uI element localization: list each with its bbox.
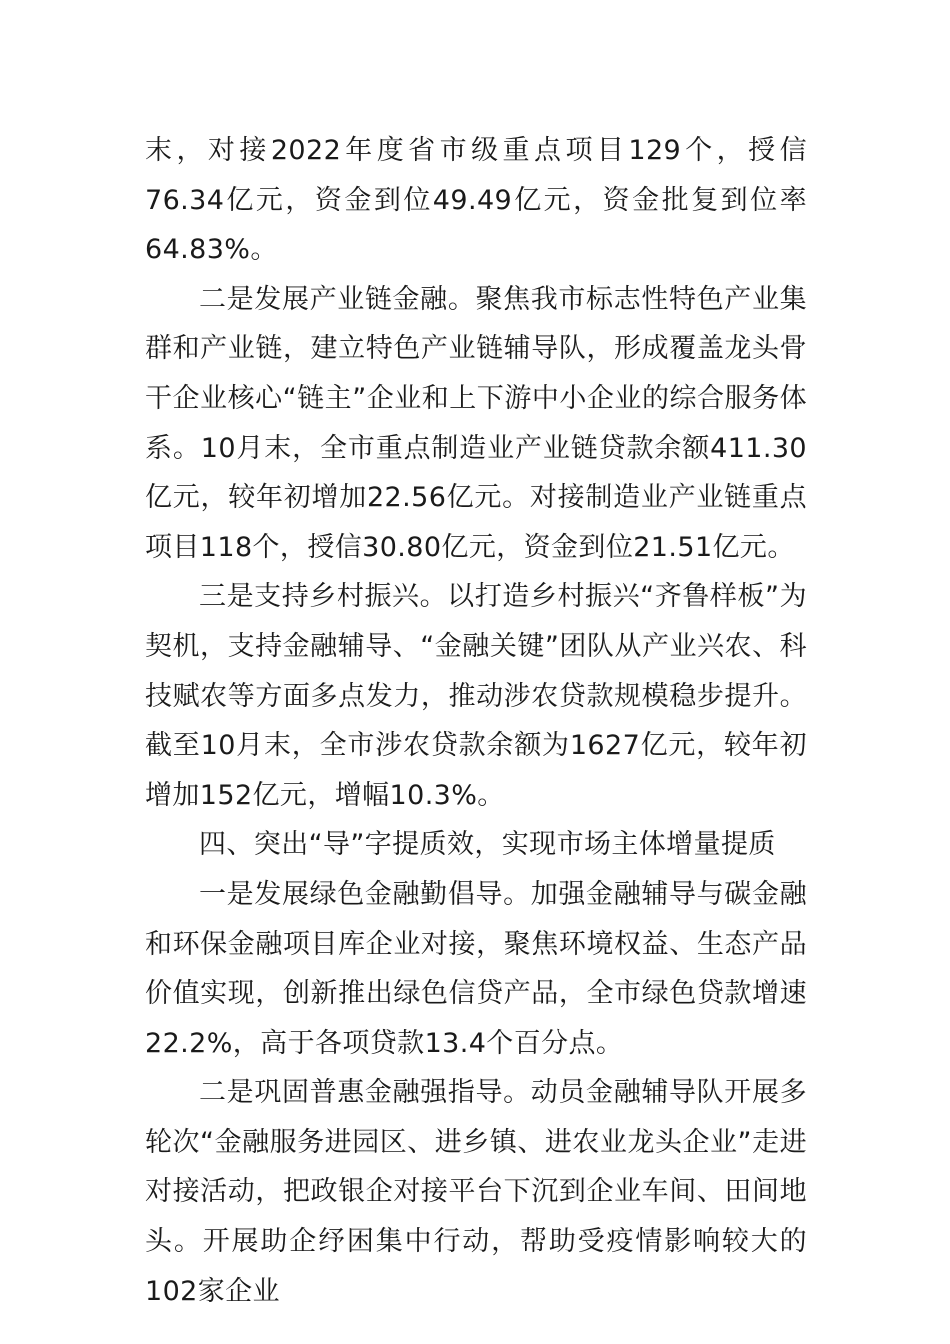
document-body <box>145 126 807 1316</box>
paragraph-industry-chain-finance: 二是发展产业链金融。聚焦我市标志性特色产业集群和产业链，建立特色产业链辅导队，形成覆盖龙头骨干企业核心“链主”企业和上下游中小企业的综合服务体系。10月末，全市重点制造业产业链贷款余额411.30亿元，较年初增加22.56亿元。对接制造业产业链重点项目118个，授信30.80亿元，资金到位21.51亿元。 <box>145 283 807 563</box>
paragraph-green-finance: 一是发展绿色金融勤倡导。加强金融辅导与碳金融和环保金融项目库企业对接，聚焦环境权益、生态产品价值实现，创新推出绿色信贷产品，全市绿色贷款增速22.2%，高于各项贷款13.4个百分点。 <box>145 878 807 1059</box>
paragraph-inclusive-finance: 二是巩固普惠金融强指导。动员金融辅导队开展多轮次“金融服务进园区、进乡镇、进农业龙头企业”走进对接活动，把政银企对接平台下沉到企业车间、田间地头。开展助企纾困集中行动，帮助受疫情影响较大的102家企业 <box>145 1077 807 1307</box>
section-heading-four: 四、突出“导”字提质效，实现市场主体增量提质 <box>199 829 776 861</box>
paragraph-rural-revitalization: 三是支持乡村振兴。以打造乡村振兴“齐鲁样板”为契机，支持金融辅导、“金融关键”团队从产业兴农、科技赋农等方面多点发力，推动涉农贷款规模稳步提升。截至10月末，全市涉农贷款余额为1627亿元，较年初增加152亿元，增幅10.3%。 <box>145 581 807 811</box>
paragraph-continuation: 末，对接2022年度省市级重点项目129个，授信76.34亿元，资金到位49.49亿元，资金批复到位率64.83%。 <box>145 135 807 266</box>
